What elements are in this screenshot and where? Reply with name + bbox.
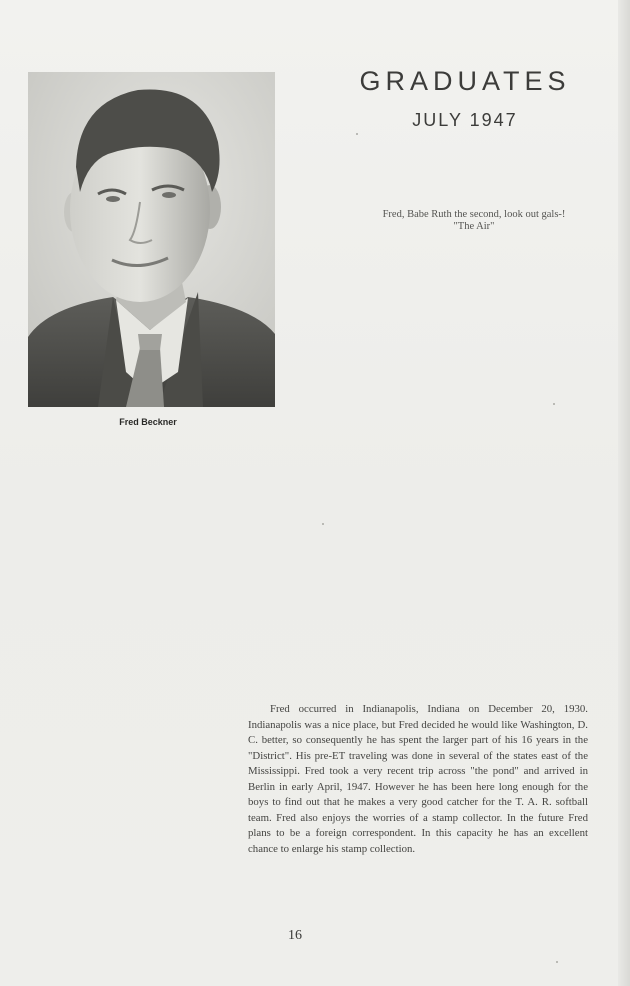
student-biography <box>248 702 588 857</box>
student-name-caption: Fred Beckner <box>119 417 177 427</box>
page-title: GRADUATES <box>359 66 571 96</box>
student-portrait-photo <box>28 72 275 407</box>
student-nickname <box>332 209 616 233</box>
print-speck <box>556 961 558 963</box>
page-subtitle: JULY 1947 <box>412 110 518 130</box>
nickname-line: Fred, Babe Ruth the second, look out gals-! <box>382 209 566 220</box>
print-speck <box>553 403 555 405</box>
biography-text: Fred occurred in Indianapolis, Indiana on December 20, 1930. Indianapolis was a nice place, but Fred decided he would like Washington, D. C. better, so consequently he has spent the larger part of his 16 years in the "District". His pre-ET traveling was done in several of the states east of the Mississippi. Fred took a very recent trip across "the pond" and arrived in Berlin in early April, 1947. However he has been here long enough for the boys to find out that he makes a very good catcher for the T. A. R. softball team. Fred also enjoys the worries of a stamp collector. In the future Fred plans to be a foreign correspondent. In this capacity he has an excellent chance to enlarge his stamp collection. <box>248 703 588 855</box>
print-speck <box>322 523 324 525</box>
print-speck <box>356 133 358 135</box>
page-number: 16 <box>288 928 302 943</box>
page-edge <box>618 0 630 986</box>
nickname-line: "The Air" <box>453 221 495 232</box>
